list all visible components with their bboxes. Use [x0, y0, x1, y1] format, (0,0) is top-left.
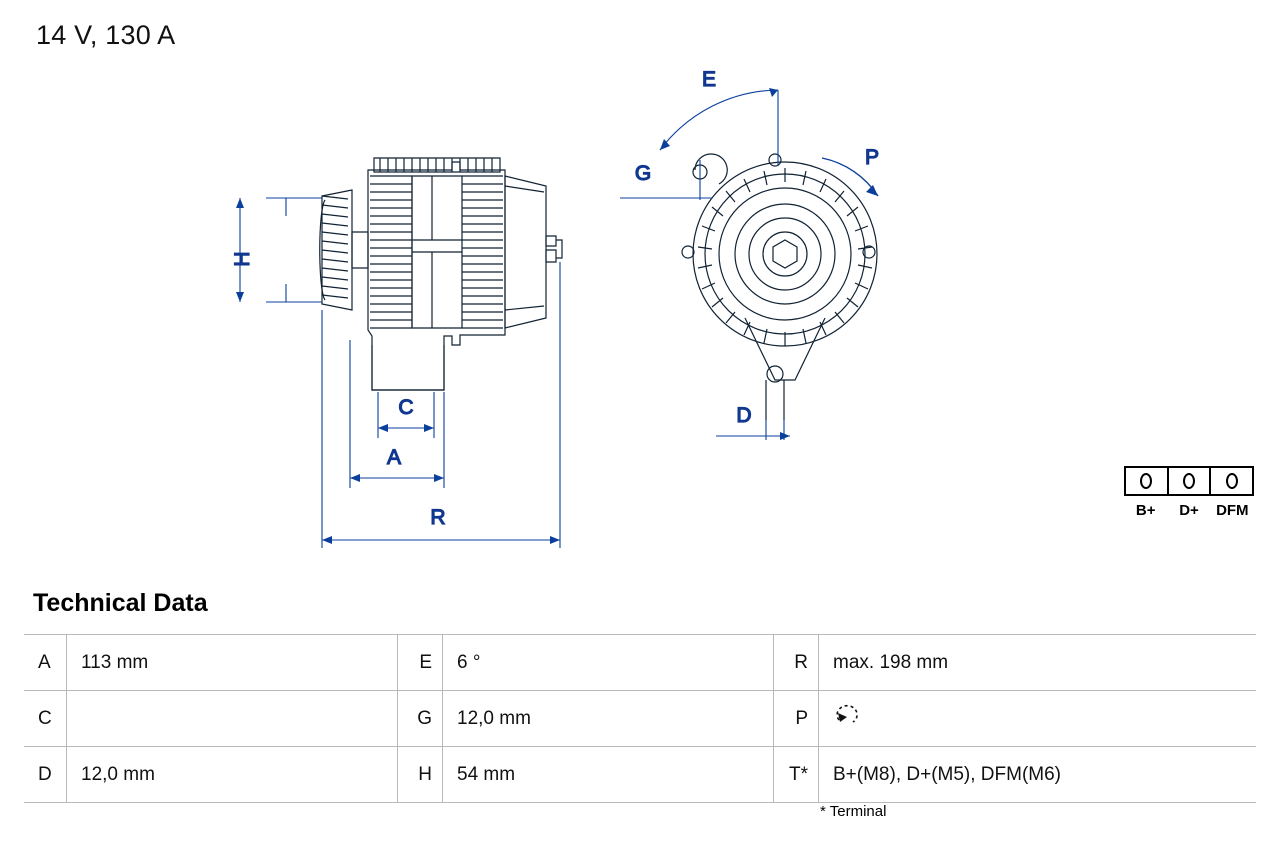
rotation-direction-icon: [833, 703, 863, 735]
row-value-p: [819, 691, 1257, 747]
row-value-a: 113 mm: [67, 635, 398, 691]
page-title: 14 V, 130 A: [36, 20, 176, 50]
terminal-label-bplus: B+: [1135, 502, 1156, 519]
row-value-g: 12,0 mm: [443, 691, 774, 747]
table-footnote: * Terminal: [820, 803, 887, 820]
table-row: [24, 691, 1256, 747]
table-row: [24, 747, 1256, 803]
row-key-t: T*: [774, 747, 819, 803]
row-key-a: A: [24, 635, 67, 691]
terminal-label-dplus: D+: [1179, 502, 1199, 519]
terminal-label-dfm: DFM: [1216, 502, 1249, 519]
row-value-d: 12,0 mm: [67, 747, 398, 803]
svg-text:R: R: [430, 506, 446, 529]
svg-text:H: H: [231, 251, 254, 267]
table-row: [24, 635, 1256, 691]
row-key-e: E: [398, 635, 443, 691]
row-key-d: D: [24, 747, 67, 803]
row-key-p: P: [774, 691, 819, 747]
svg-text:A: A: [386, 446, 402, 469]
terminal-sockets: [1124, 466, 1254, 496]
technical-data-heading: Technical Data: [33, 589, 208, 617]
svg-text:P: P: [864, 146, 880, 169]
row-value-e: 6 °: [443, 635, 774, 691]
row-key-r: R: [774, 635, 819, 691]
row-value-r: max. 198 mm: [819, 635, 1257, 691]
svg-text:G: G: [634, 162, 652, 185]
svg-text:C: C: [398, 396, 414, 419]
terminal-legend: [1124, 466, 1256, 519]
row-value-c: [67, 691, 398, 747]
terminal-socket-icon: [1211, 468, 1252, 494]
svg-text:E: E: [701, 68, 717, 91]
terminal-socket-icon: [1169, 468, 1212, 494]
terminal-socket-icon: [1126, 468, 1169, 494]
row-key-h: H: [398, 747, 443, 803]
technical-data-table: [24, 634, 1256, 803]
svg-text:D: D: [736, 404, 752, 427]
row-key-g: G: [398, 691, 443, 747]
row-value-t: B+(M8), D+(M5), DFM(M6): [819, 747, 1257, 803]
row-value-h: 54 mm: [443, 747, 774, 803]
terminal-labels: [1124, 502, 1254, 519]
row-key-c: C: [24, 691, 67, 747]
